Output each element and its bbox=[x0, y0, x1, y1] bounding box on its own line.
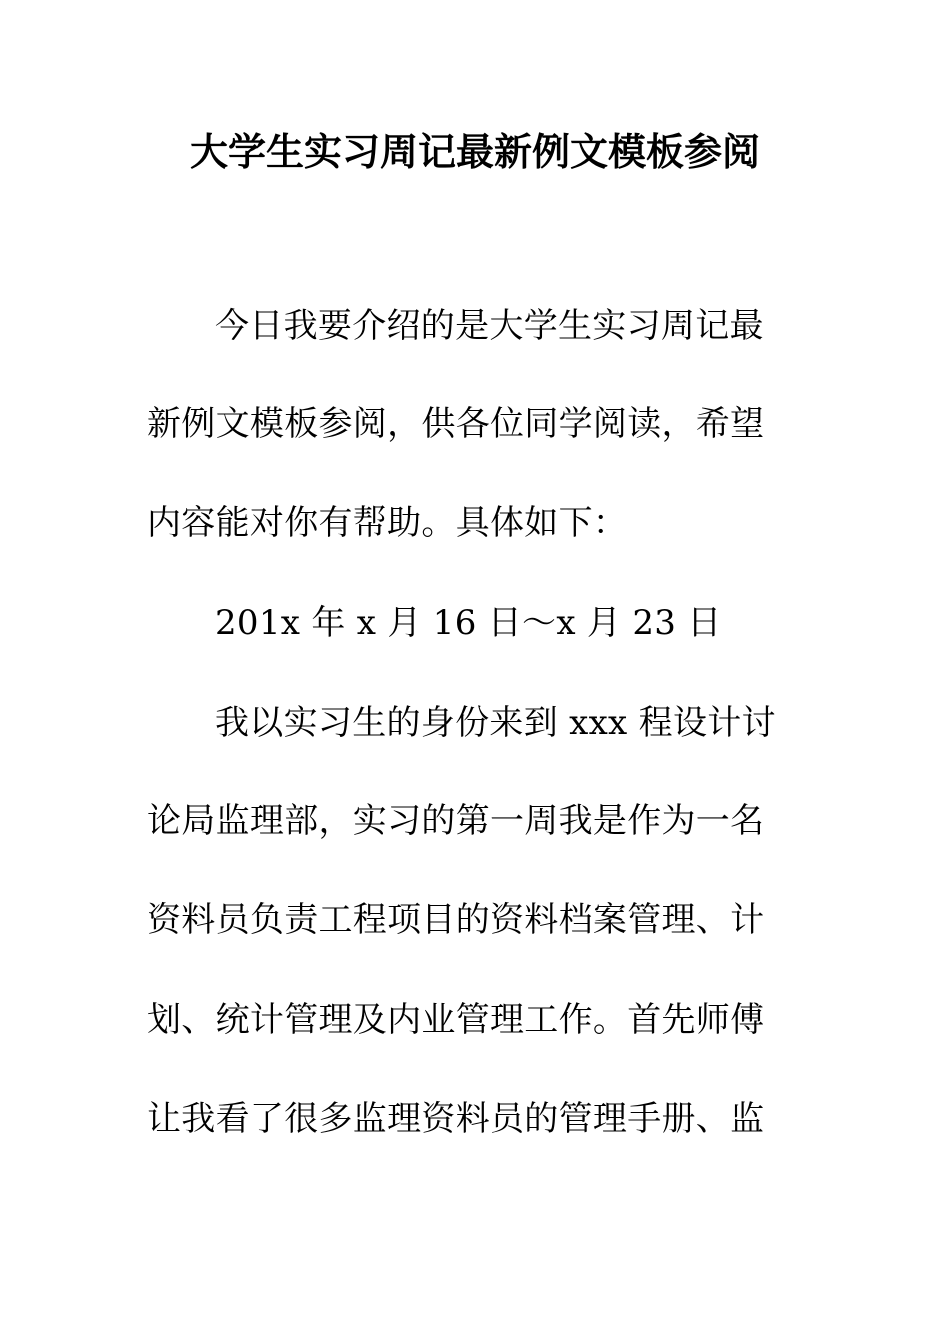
document-title: 大学生实习周记最新例文模板参阅 bbox=[189, 130, 760, 174]
paragraph-line-7: 资料员负责工程项目的资料档案管理、计 bbox=[147, 900, 765, 940]
date-line: 201x 年 x 月 16 日～x 月 23 日 bbox=[215, 603, 722, 643]
paragraph-line-2: 新例文模板参阅，供各位同学阅读，希望 bbox=[147, 404, 765, 444]
paragraph-line-8: 划、统计管理及内业管理工作。首先师傅 bbox=[147, 1000, 765, 1040]
paragraph-line-9: 让我看了很多监理资料员的管理手册、监 bbox=[147, 1099, 765, 1139]
paragraph-line-5: 我以实习生的身份来到 xxx 程设计讨 bbox=[215, 703, 776, 743]
paragraph-line-1: 今日我要介绍的是大学生实习周记最 bbox=[215, 306, 764, 346]
paragraph-line-6: 论局监理部，实习的第一周我是作为一名 bbox=[147, 801, 765, 841]
paragraph-line-3: 内容能对你有帮助。具体如下： bbox=[147, 503, 628, 543]
